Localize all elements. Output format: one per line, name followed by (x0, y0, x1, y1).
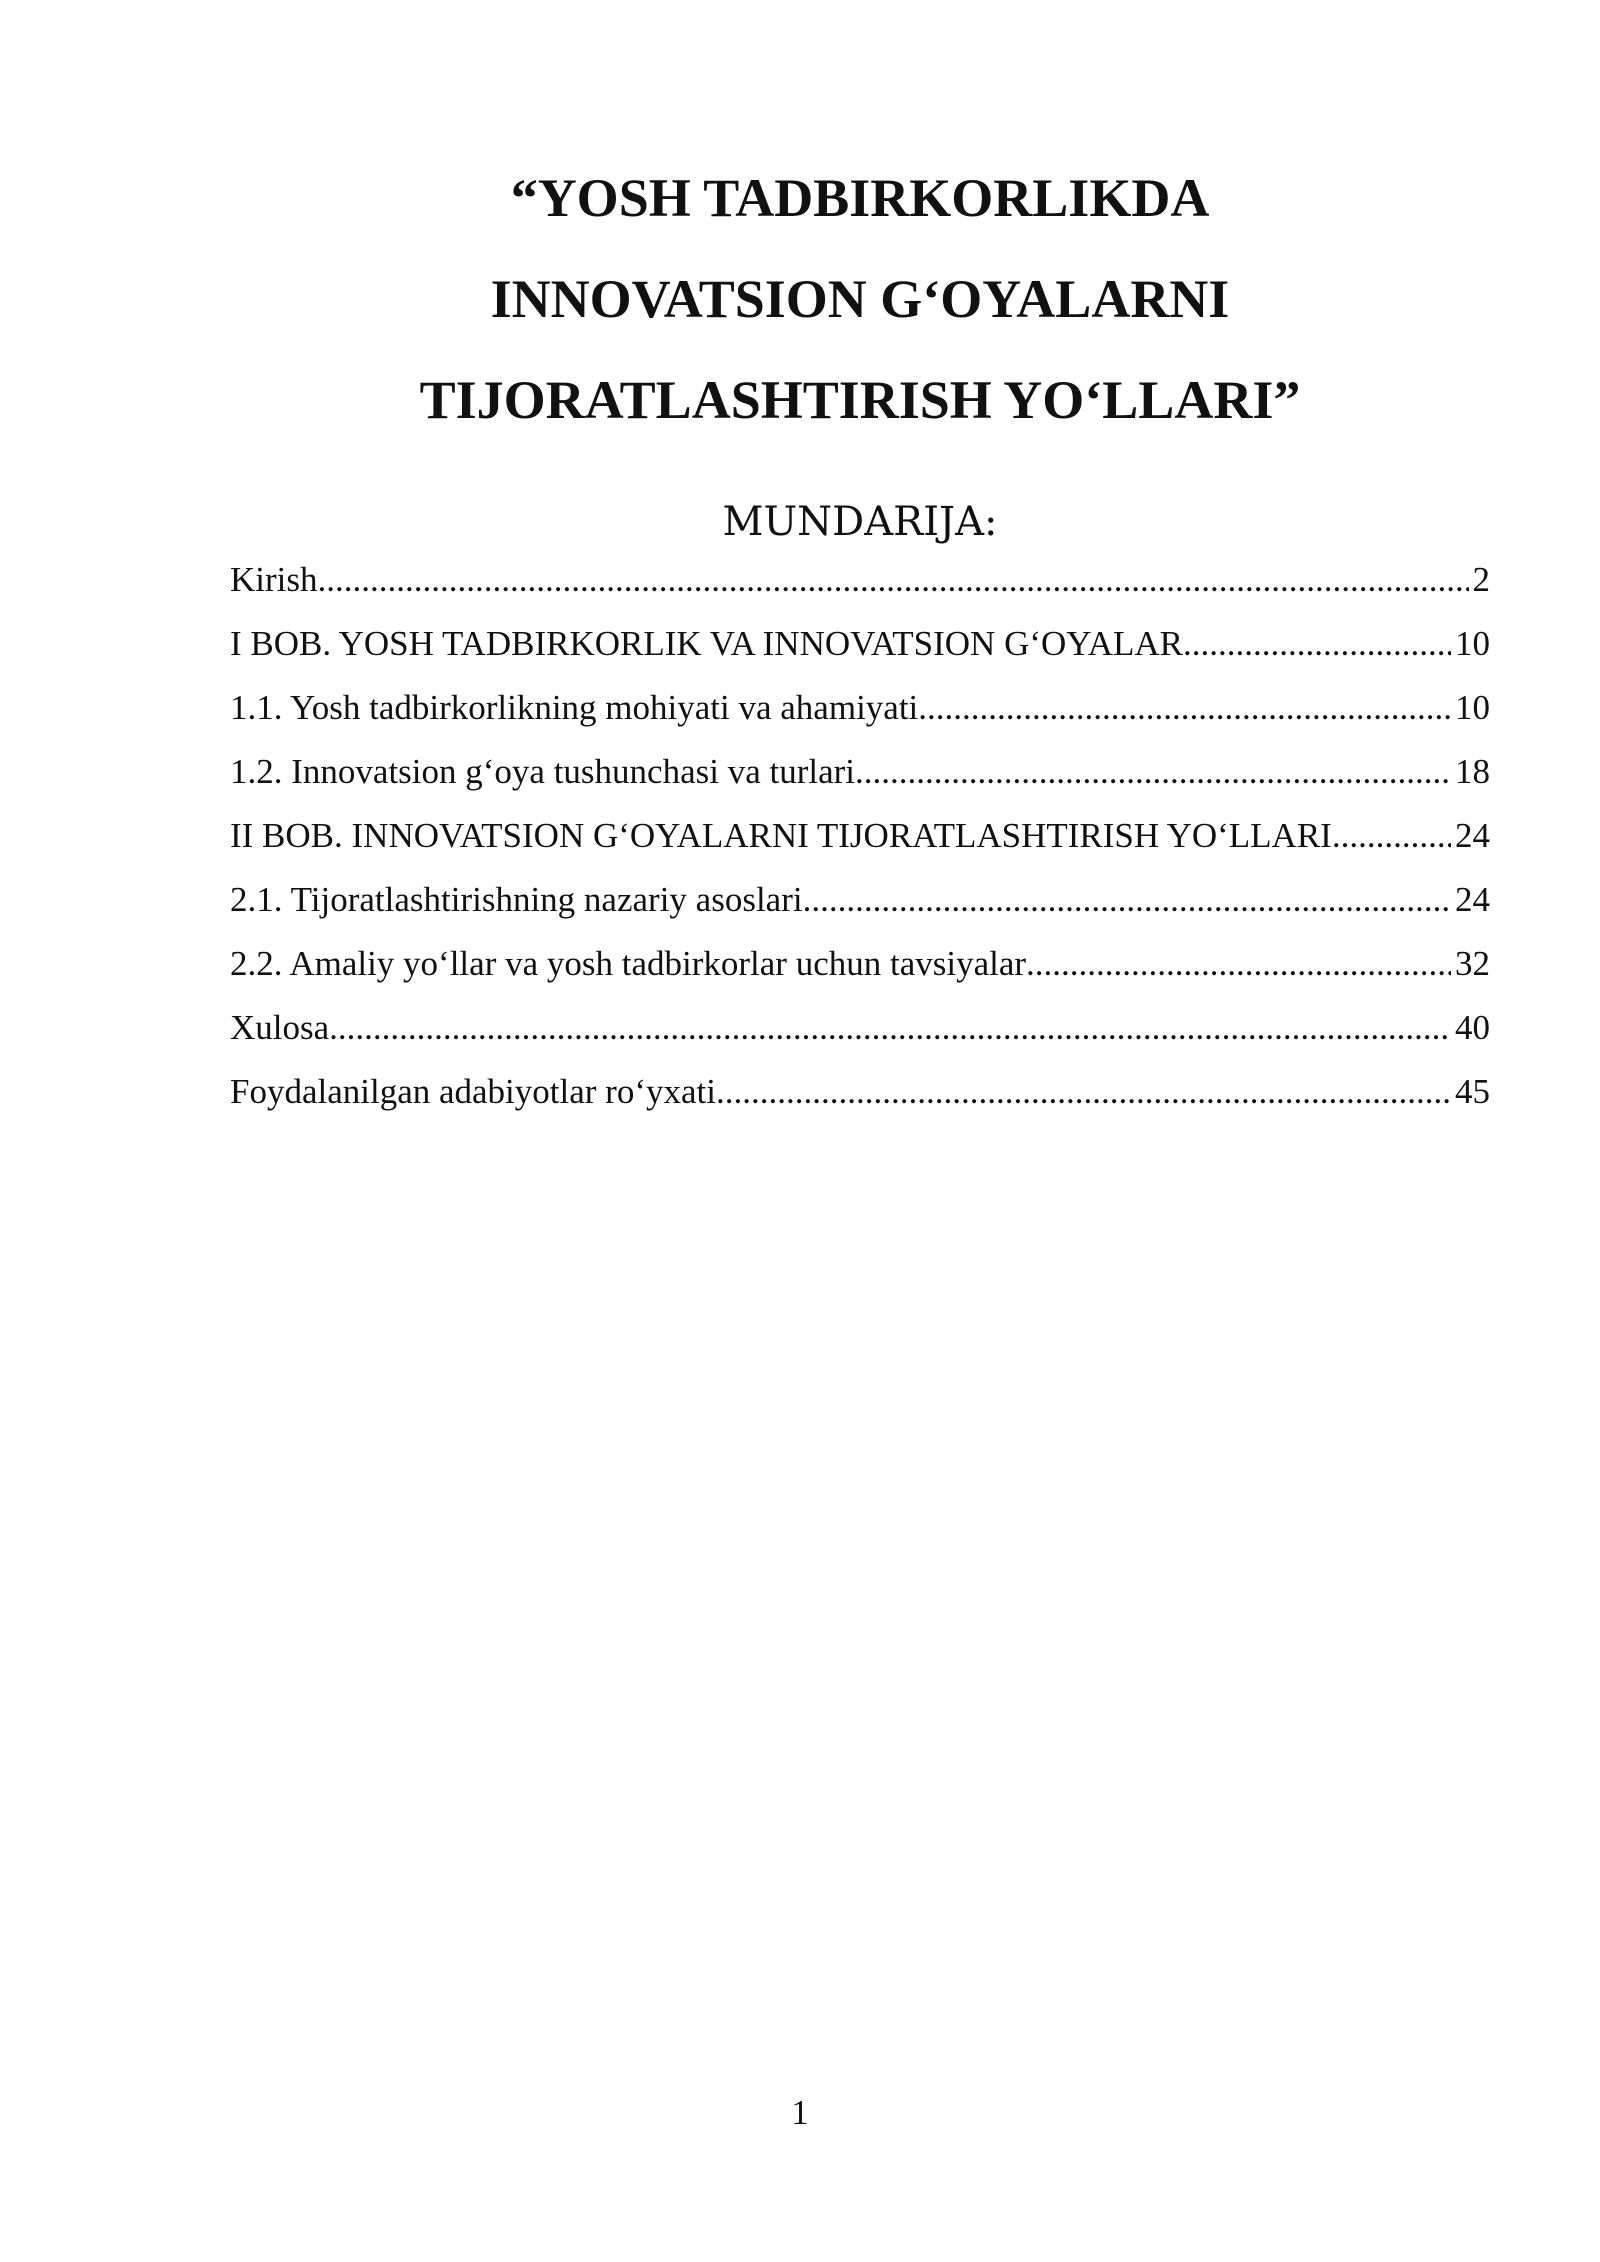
title-line: INNOVATSION G‘OYALARNI (490, 269, 1230, 329)
toc-entry-kirish (230, 548, 1490, 612)
toc-entry-label: 2.2. Amaliy yo‘llar va yosh tadbirkorlar uchun tavsiyalar (230, 944, 1027, 983)
toc-entry-page: 32 (1455, 944, 1490, 983)
title-line: TIJORATLASHTIRISH YO‘LLARI” (419, 370, 1301, 430)
toc-entry-section-1-2 (230, 740, 1490, 804)
toc-leader-dots (716, 1060, 1451, 1124)
toc-leader-dots (318, 548, 1469, 612)
toc-leader-dots (918, 676, 1451, 740)
toc-entry-section-2-2 (230, 932, 1490, 996)
toc-entry-page: 24 (1455, 880, 1490, 919)
toc-entry-page: 18 (1455, 752, 1490, 791)
toc-entry-page: 40 (1455, 1008, 1490, 1047)
toc-entry-label: Kirish (230, 560, 318, 599)
toc-entry-page: 10 (1455, 688, 1490, 727)
toc-entry-label: 1.1. Yosh tadbirkorlikning mohiyati va ahamiyati (230, 688, 919, 727)
toc-entry-section-1-1 (230, 676, 1490, 740)
toc-entry-references (230, 1060, 1490, 1124)
toc-leader-dots (803, 868, 1451, 932)
toc-leader-dots (855, 740, 1451, 804)
toc-leader-dots (1183, 612, 1451, 676)
toc-entry-section-2-1 (230, 868, 1490, 932)
document-title (230, 148, 1490, 451)
toc-leader-dots (1026, 932, 1451, 996)
toc-entry-label: II BOB. INNOVATSION G‘OYALARNI TIJORATLASHTIRISH YO‘LLARI (230, 816, 1332, 855)
page-number: 1 (791, 2093, 809, 2132)
toc-entry-xulosa (230, 996, 1490, 1060)
toc-heading: MUNDARIJA: (722, 499, 998, 545)
toc-entry-chapter-2 (230, 804, 1490, 868)
toc-entry-page: 45 (1455, 1072, 1490, 1111)
toc-entry-page: 2 (1472, 560, 1490, 599)
title-line: “YOSH TADBIRKORLIKDA (510, 168, 1210, 228)
toc-entry-label: Xulosa (230, 1008, 330, 1047)
table-of-contents (230, 548, 1490, 1124)
toc-entry-label: Foydalanilgan adabiyotlar ro‘yxati (230, 1072, 716, 1111)
toc-leader-dots (1332, 804, 1451, 868)
toc-entry-label: I BOB. YOSH TADBIRKORLIK VA INNOVATSION G‘OYALAR (230, 624, 1183, 663)
toc-leader-dots (329, 996, 1451, 1060)
toc-entry-page: 10 (1455, 624, 1490, 663)
toc-entry-page: 24 (1455, 816, 1490, 855)
toc-entry-label: 2.1. Tijoratlashtirishning nazariy asoslari (230, 880, 803, 919)
toc-entry-label: 1.2. Innovatsion g‘oya tushunchasi va turlari (230, 752, 856, 791)
toc-entry-chapter-1 (230, 612, 1490, 676)
